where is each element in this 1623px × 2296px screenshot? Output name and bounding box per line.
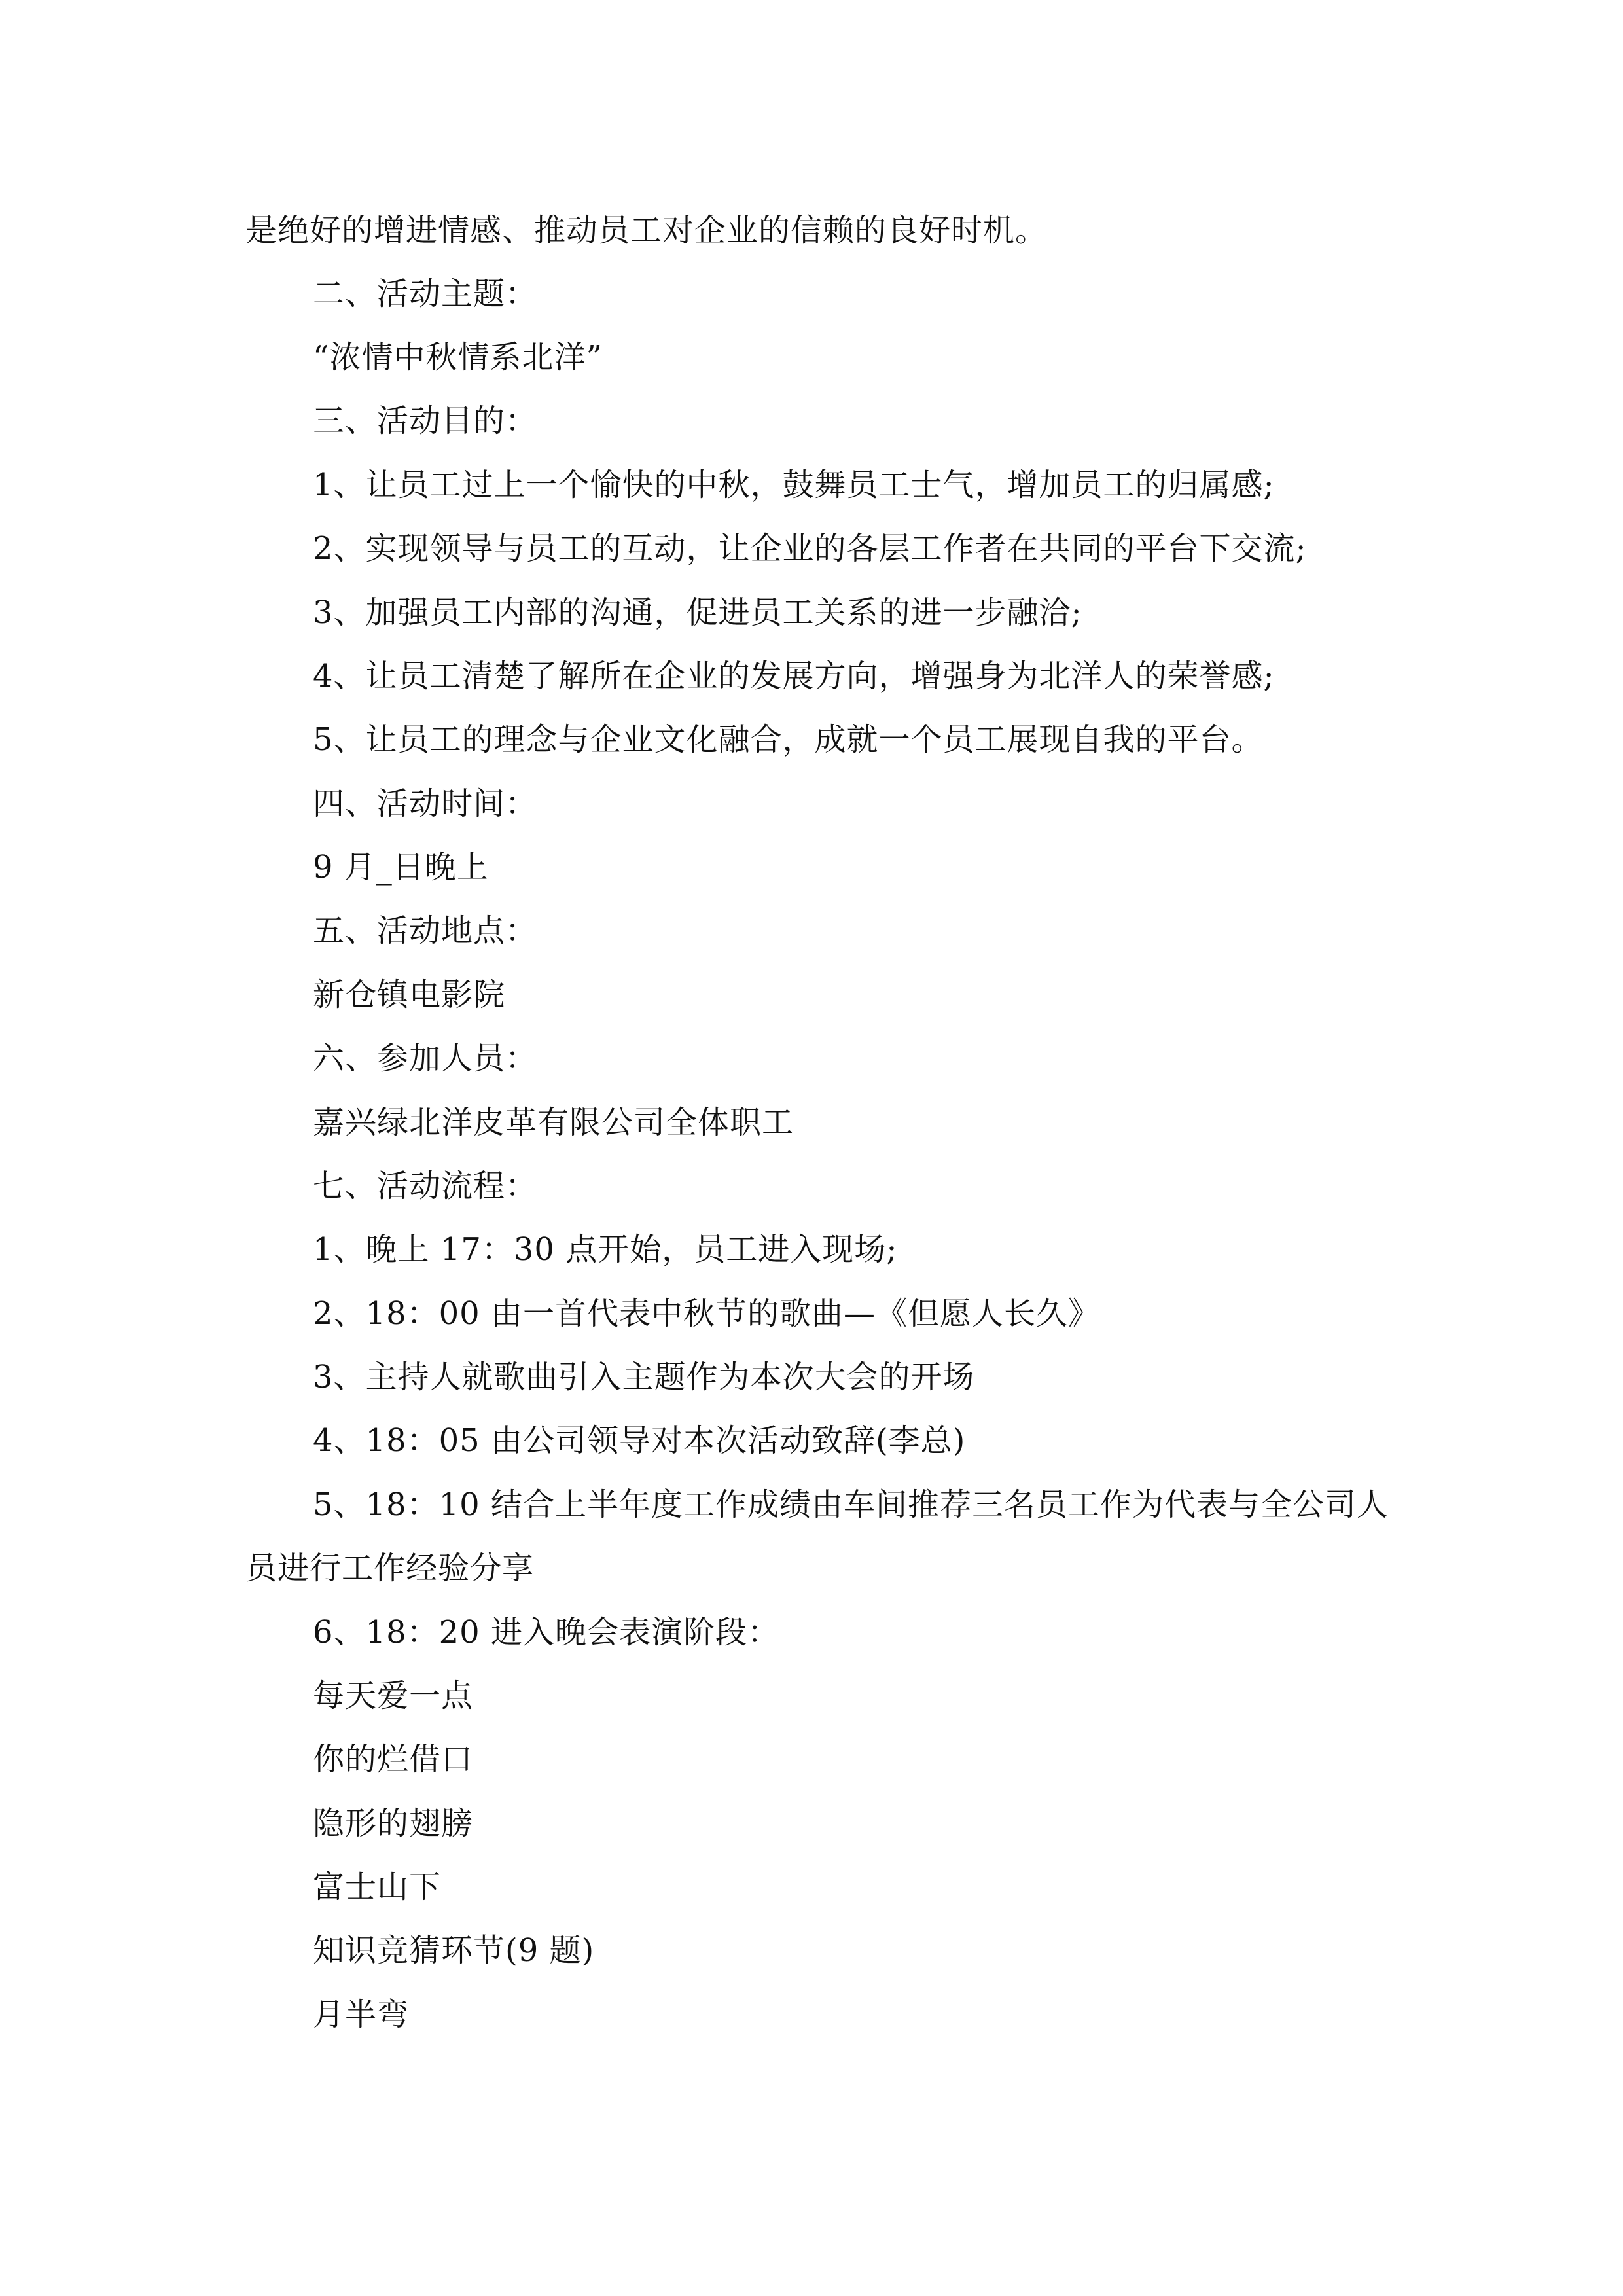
process-item-6: 6、18：20 进入晚会表演阶段： (313, 1614, 779, 1651)
purpose-item-3: 3、加强员工内部的沟通，促进员工关系的进一步融洽; (313, 594, 1082, 631)
program-item-3: 隐形的翅膀 (313, 1805, 474, 1842)
process-item-5: 5、18：10 结合上半年度工作成绩由车间推荐三名员工作为代表与全公司人 (313, 1486, 1389, 1523)
program-item-4: 富士山下 (313, 1869, 442, 1905)
purpose-item-5: 5、让员工的理念与企业文化融合，成就一个员工展现自我的平台。 (313, 721, 1264, 758)
time-text: 9 月_日晚上 (313, 849, 489, 886)
purpose-item-4: 4、让员工清楚了解所在企业的发展方向，增强身为北洋人的荣誉感; (313, 658, 1275, 694)
section-heading-process: 七、活动流程： (313, 1168, 538, 1204)
process-item-2: 2、18：00 由一首代表中秋节的歌曲—《但愿人长久》 (313, 1295, 1100, 1332)
section-heading-theme: 二、活动主题： (313, 276, 538, 312)
paragraph-continuation: 是绝好的增进情感、推动员工对企业的信赖的良好时机。 (245, 212, 1048, 249)
participants-text: 嘉兴绿北洋皮革有限公司全体职工 (313, 1104, 794, 1141)
section-heading-purpose: 三、活动目的： (313, 403, 538, 439)
theme-text: “浓情中秋情系北洋” (313, 339, 603, 376)
section-heading-time: 四、活动时间： (313, 785, 538, 822)
section-heading-location: 五、活动地点： (313, 912, 538, 949)
program-item-1: 每天爱一点 (313, 1677, 474, 1714)
program-item-6: 月半弯 (313, 1996, 410, 2033)
purpose-item-2: 2、实现领导与员工的互动，让企业的各层工作者在共同的平台下交流; (313, 530, 1307, 567)
purpose-item-1: 1、让员工过上一个愉快的中秋，鼓舞员工士气，增加员工的归属感; (313, 467, 1275, 503)
process-item-1: 1、晚上 17：30 点开始，员工进入现场; (313, 1231, 898, 1268)
process-item-3: 3、主持人就歌曲引入主题作为本次大会的开场 (313, 1359, 975, 1395)
process-item-4: 4、18：05 由公司领导对本次活动致辞(李总) (313, 1422, 966, 1459)
process-item-5-continuation: 员进行工作经验分享 (245, 1550, 535, 1587)
location-text: 新仓镇电影院 (313, 977, 506, 1013)
program-item-2: 你的烂借口 (313, 1741, 474, 1778)
program-item-5: 知识竞猜环节(9 题) (313, 1932, 595, 1969)
section-heading-participants: 六、参加人员： (313, 1040, 538, 1077)
